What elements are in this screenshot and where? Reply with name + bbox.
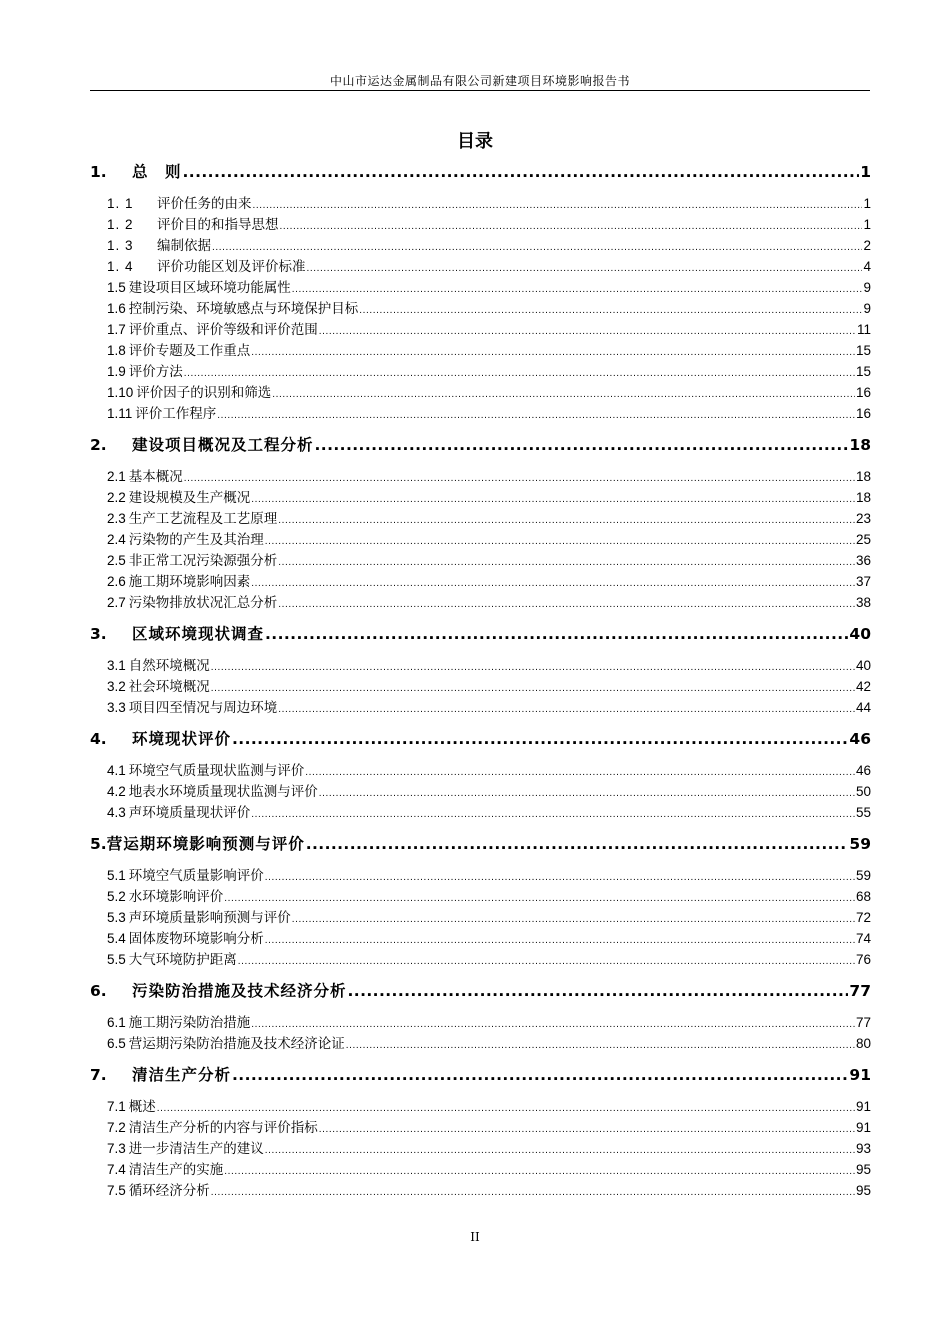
toc-dot-leader — [292, 910, 855, 925]
toc-entry-number: 2.1 — [107, 469, 126, 484]
toc-entry-number: 1.8 — [107, 343, 126, 358]
toc-entry-number: 7.1 — [107, 1099, 126, 1114]
toc-section-entry[interactable] — [107, 255, 871, 275]
toc-dot-leader — [265, 532, 855, 547]
toc-section-entry[interactable] — [107, 1032, 871, 1052]
toc-entry-title: 环境空气质量现状监测与评价 — [128, 763, 305, 778]
toc-section-entry[interactable] — [107, 318, 871, 338]
toc-section-entry[interactable] — [107, 927, 871, 947]
toc-entry-title: 声环境质量影响预测与评价 — [128, 910, 291, 925]
toc-dot-leader — [278, 595, 855, 610]
toc-entry-number: 4.1 — [107, 763, 126, 778]
toc-dot-leader — [359, 301, 862, 316]
toc-dot-leader — [232, 730, 848, 748]
toc-entry-title: 评价方法 — [128, 364, 183, 379]
toc-entry-page: 59 — [849, 835, 871, 853]
toc-entry-page: 46 — [855, 763, 871, 778]
toc-entry-title: 声环境质量现状评价 — [128, 805, 251, 820]
toc-entry-number: 1.10 — [107, 385, 134, 400]
toc-entry-title: 编制依据 — [157, 238, 211, 253]
toc-dot-leader — [265, 625, 848, 643]
toc-dot-leader — [319, 1120, 855, 1135]
toc-section-entry[interactable] — [107, 234, 871, 254]
toc-entry-title: 施工期污染防治措施 — [128, 1015, 251, 1030]
toc-entry-page: 38 — [855, 595, 871, 610]
toc-entry-page: 91 — [855, 1120, 871, 1135]
toc-section-entry[interactable] — [107, 549, 871, 569]
toc-entry-page: 2 — [863, 238, 871, 253]
toc-entry-title: 地表水环境质量现状监测与评价 — [128, 784, 318, 799]
toc-entry-page: 18 — [849, 436, 871, 454]
toc-entry-page: 50 — [855, 784, 871, 799]
toc-section-entry[interactable] — [107, 759, 871, 779]
toc-entry-number: 2.7 — [107, 595, 126, 610]
toc-entry-number: 6. — [90, 982, 107, 1000]
toc-entry-title: 清洁生产分析 — [132, 1066, 232, 1084]
toc-entry-page: 1 — [860, 163, 871, 181]
toc-entry-number: 5.2 — [107, 889, 126, 904]
toc-entry-title: 营运期环境影响预测与评价 — [106, 835, 305, 853]
toc-entry-number: 3.1 — [107, 658, 126, 673]
toc-entry-number: 7.4 — [107, 1162, 126, 1177]
toc-entry-page: 1 — [863, 196, 871, 211]
toc-entry-page: 11 — [856, 322, 871, 337]
toc-dot-leader — [319, 784, 855, 799]
toc-dot-leader — [305, 763, 855, 778]
toc-entry-page: 15 — [855, 364, 871, 379]
toc-entry-title: 污染物排放状况汇总分析 — [128, 595, 278, 610]
toc-entry-number: 2.2 — [107, 490, 126, 505]
toc-entry-page: 37 — [855, 574, 871, 589]
toc-section-entry[interactable] — [107, 696, 871, 716]
toc-chapter-entry[interactable] — [90, 727, 871, 749]
toc-chapter-entry[interactable] — [90, 622, 871, 644]
toc-entry-number: 4.2 — [107, 784, 126, 799]
toc-entry-number: 1. 1 — [107, 196, 134, 211]
toc-entry-title: 基本概况 — [128, 469, 183, 484]
toc-entry-title: 评价目的和指导思想 — [157, 217, 279, 232]
toc-section-entry[interactable] — [107, 465, 871, 485]
toc-entry-page: 44 — [855, 700, 871, 715]
toc-entry-title: 评价专题及工作重点 — [128, 343, 251, 358]
toc-dot-leader — [319, 322, 856, 337]
toc-section-entry[interactable] — [107, 1179, 871, 1199]
toc-section-entry[interactable] — [107, 885, 871, 905]
toc-section-entry[interactable] — [107, 507, 871, 527]
toc-entry-number: 7.5 — [107, 1183, 126, 1198]
toc-entry-number: 5.1 — [107, 868, 126, 883]
toc-section-entry[interactable] — [107, 1158, 871, 1178]
toc-entry-number: 2.4 — [107, 532, 126, 547]
toc-entry-number: 3.2 — [107, 679, 126, 694]
toc-section-entry[interactable] — [107, 339, 871, 359]
toc-dot-leader — [280, 217, 863, 232]
toc-entry-page: 46 — [849, 730, 871, 748]
toc-entry-title: 循环经济分析 — [128, 1183, 210, 1198]
toc-dot-leader — [157, 1099, 855, 1114]
toc-entry-title: 固体废物环境影响分析 — [128, 931, 264, 946]
toc-dot-leader — [251, 805, 855, 820]
toc-entry-page: 36 — [855, 553, 871, 568]
toc-entry-title: 生产工艺流程及工艺原理 — [128, 511, 278, 526]
toc-entry-number: 7.2 — [107, 1120, 126, 1135]
toc-entry-page: 95 — [855, 1162, 871, 1177]
toc-entry-title: 环境现状评价 — [132, 730, 232, 748]
toc-entry-number: 4.3 — [107, 805, 126, 820]
toc-dot-leader — [348, 982, 849, 1000]
toc-entry-page: 77 — [855, 1015, 871, 1030]
toc-entry-number: 7. — [90, 1066, 107, 1084]
toc-entry-page: 42 — [855, 679, 871, 694]
toc-entry-number: 2.3 — [107, 511, 126, 526]
toc-entry-page: 9 — [863, 280, 871, 295]
toc-dot-leader — [238, 952, 855, 967]
toc-entry-page: 15 — [855, 343, 871, 358]
toc-section-entry[interactable] — [107, 192, 871, 212]
toc-dot-leader — [278, 700, 855, 715]
toc-entry-page: 40 — [849, 625, 871, 643]
toc-section-entry[interactable] — [107, 780, 871, 800]
toc-dot-leader — [224, 889, 855, 904]
toc-entry-title: 项目四至情况与周边环境 — [128, 700, 278, 715]
toc-entry-page: 18 — [855, 490, 871, 505]
toc-dot-leader — [278, 511, 855, 526]
toc-chapter-entry[interactable] — [90, 160, 871, 182]
toc-entry-number: 7.3 — [107, 1141, 126, 1156]
toc-entry-page: 25 — [855, 532, 871, 547]
toc-entry-title: 进一步清洁生产的建议 — [128, 1141, 264, 1156]
toc-dot-leader — [211, 658, 855, 673]
toc-dot-leader — [184, 364, 855, 379]
toc-dot-leader — [278, 553, 855, 568]
toc-entry-title: 评价因子的识别和筛选 — [136, 385, 272, 400]
toc-entry-number: 3. — [90, 625, 107, 643]
toc-dot-leader — [292, 280, 863, 295]
toc-dot-leader — [265, 1141, 855, 1156]
toc-entry-title: 非正常工况污染源强分析 — [128, 553, 278, 568]
toc-entry-title: 控制污染、环境敏感点与环境保护目标 — [128, 301, 359, 316]
toc-entry-page: 68 — [855, 889, 871, 904]
toc-dot-leader — [315, 436, 849, 454]
toc-section-entry[interactable] — [107, 1095, 871, 1115]
toc-dot-leader — [211, 679, 855, 694]
toc-entry-title: 评价重点、评价等级和评价范围 — [128, 322, 318, 337]
toc-entry-title: 污染物的产生及其治理 — [128, 532, 264, 547]
toc-entry-title: 概述 — [128, 1099, 156, 1114]
page-number: II — [470, 1230, 480, 1244]
toc-entry-title: 评价任务的由来 — [157, 196, 252, 211]
toc-dot-leader — [265, 868, 855, 883]
toc-section-entry[interactable] — [107, 1011, 871, 1031]
toc-entry-title: 建设项目区域环境功能属性 — [128, 280, 291, 295]
toc-entry-number: 1.11 — [107, 406, 133, 421]
toc-entry-page: 93 — [855, 1141, 871, 1156]
toc-entry-title: 建设规模及生产概况 — [128, 490, 251, 505]
toc-entry-number: 1. 2 — [107, 217, 134, 232]
toc-entry-page: 23 — [855, 511, 871, 526]
header-rule — [90, 90, 870, 91]
toc-chapter-entry[interactable] — [90, 1063, 871, 1085]
toc-entry-number: 2.5 — [107, 553, 126, 568]
toc-section-entry[interactable] — [107, 1116, 871, 1136]
toc-dot-leader — [184, 469, 855, 484]
toc-dot-leader — [307, 259, 863, 274]
toc-dot-leader — [224, 1162, 855, 1177]
toc-entry-number: 6.1 — [107, 1015, 126, 1030]
toc-entry-page: 74 — [855, 931, 871, 946]
toc-section-entry[interactable] — [107, 528, 871, 548]
toc-entry-title: 评价功能区划及评价标准 — [157, 259, 306, 274]
toc-entry-number: 1. — [90, 163, 107, 181]
toc-dot-leader — [346, 1036, 855, 1051]
toc-entry-page: 59 — [855, 868, 871, 883]
toc-entry-title: 区域环境现状调查 — [132, 625, 265, 643]
toc-section-entry[interactable] — [107, 570, 871, 590]
toc-entry-number: 1.7 — [107, 322, 126, 337]
toc-entry-page: 1 — [863, 217, 871, 232]
toc-entry-title: 施工期环境影响因素 — [128, 574, 251, 589]
toc-entry-number: 1.5 — [107, 280, 126, 295]
toc-section-entry[interactable] — [107, 276, 871, 296]
toc-section-entry[interactable] — [107, 297, 871, 317]
toc-section-entry[interactable] — [107, 591, 871, 611]
toc-dot-leader — [306, 835, 849, 853]
toc-entry-title: 清洁生产分析的内容与评价指标 — [128, 1120, 318, 1135]
toc-entry-number: 4. — [90, 730, 107, 748]
toc-dot-leader — [253, 196, 863, 211]
toc-dot-leader — [212, 238, 862, 253]
toc-section-entry[interactable] — [107, 381, 871, 401]
toc-entry-title: 大气环境防护距离 — [128, 952, 237, 967]
toc-section-entry[interactable] — [107, 402, 871, 422]
toc-entry-number: 3.3 — [107, 700, 126, 715]
toc-section-entry[interactable] — [107, 213, 871, 233]
toc-entry-page: 95 — [855, 1183, 871, 1198]
toc-section-entry[interactable] — [107, 360, 871, 380]
toc-entry-page: 16 — [855, 385, 871, 400]
toc-dot-leader — [251, 343, 855, 358]
toc-entry-page: 40 — [855, 658, 871, 673]
toc-entry-number: 1. 4 — [107, 259, 134, 274]
toc-entry-title: 自然环境概况 — [128, 658, 210, 673]
running-header: 中山市运达金属制品有限公司新建项目环境影响报告书 — [329, 74, 630, 88]
toc-chapter-entry[interactable] — [90, 832, 871, 854]
toc-entry-page: 76 — [855, 952, 871, 967]
toc-entry-title: 营运期污染防治措施及技术经济论证 — [128, 1036, 345, 1051]
toc-section-entry[interactable] — [107, 654, 871, 674]
toc-entry-number: 1. 3 — [107, 238, 134, 253]
toc-entry-page: 91 — [849, 1066, 871, 1084]
toc-entry-page: 77 — [849, 982, 871, 1000]
toc-section-entry[interactable] — [107, 675, 871, 695]
toc-title: 目录 — [457, 131, 493, 152]
toc-section-entry[interactable] — [107, 486, 871, 506]
toc-entry-page: 16 — [855, 406, 871, 421]
toc-entry-page: 55 — [855, 805, 871, 820]
toc-entry-title: 总 则 — [132, 163, 182, 181]
toc-entry-title: 污染防治措施及技术经济分析 — [132, 982, 347, 1000]
toc-chapter-entry[interactable] — [90, 979, 871, 1001]
toc-dot-leader — [183, 163, 860, 181]
toc-entry-page: 91 — [855, 1099, 871, 1114]
toc-dot-leader — [265, 931, 855, 946]
toc-entry-page: 72 — [855, 910, 871, 925]
toc-entry-number: 5.4 — [107, 931, 126, 946]
toc-entry-number: 6.5 — [107, 1036, 126, 1051]
toc-section-entry[interactable] — [107, 948, 871, 968]
toc-dot-leader — [232, 1066, 848, 1084]
toc-section-entry[interactable] — [107, 1137, 871, 1157]
toc-entry-title: 建设项目概况及工程分析 — [132, 436, 314, 454]
toc-entry-page: 9 — [863, 301, 871, 316]
toc-entry-page: 80 — [855, 1036, 871, 1051]
toc-dot-leader — [217, 406, 855, 421]
toc-dot-leader — [251, 574, 855, 589]
toc-entry-title: 清洁生产的实施 — [128, 1162, 224, 1177]
toc-entry-title: 评价工作程序 — [135, 406, 217, 421]
toc-section-entry[interactable] — [107, 906, 871, 926]
toc-dot-leader — [272, 385, 855, 400]
toc-entry-page: 18 — [855, 469, 871, 484]
toc-entry-title: 水环境影响评价 — [128, 889, 224, 904]
toc-chapter-entry[interactable] — [90, 433, 871, 455]
toc-entry-number: 5. — [90, 835, 107, 853]
toc-entry-page: 4 — [863, 259, 871, 274]
toc-dot-leader — [211, 1183, 855, 1198]
toc-entry-number: 5.3 — [107, 910, 126, 925]
toc-section-entry[interactable] — [107, 864, 871, 884]
toc-entry-number: 1.6 — [107, 301, 126, 316]
toc-entry-number: 2.6 — [107, 574, 126, 589]
toc-entry-title: 社会环境概况 — [128, 679, 210, 694]
toc-dot-leader — [251, 1015, 855, 1030]
toc-section-entry[interactable] — [107, 801, 871, 821]
toc-entry-title: 环境空气质量影响评价 — [128, 868, 264, 883]
toc-dot-leader — [251, 490, 855, 505]
toc-entry-number: 1.9 — [107, 364, 126, 379]
toc-entry-number: 2. — [90, 436, 107, 454]
toc-entry-number: 5.5 — [107, 952, 126, 967]
